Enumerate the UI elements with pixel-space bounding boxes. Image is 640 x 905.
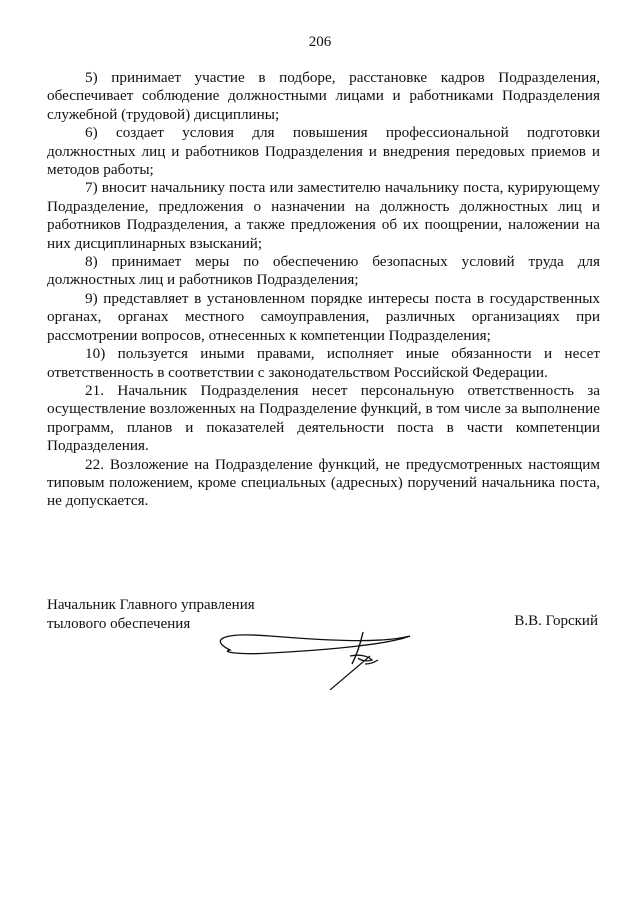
paragraph-item-5: 5) принимает участие в подборе, расстановке кадров Подразделения, обеспечивает соблюдение должностными лицами и работниками Подразделения служебной (трудовой) дисциплины; <box>47 69 600 123</box>
signatory-title-line-2: тылового обеспечения <box>47 616 191 632</box>
paragraph-item-7: 7) вносит начальнику поста или заместителю начальнику поста, курирующему Подразделение, предложения о назначении на должность должностных лиц и работников Подразделения, а также предложения об их поощрении, наложении на них дисциплинарных взысканий; <box>47 179 600 252</box>
signatory-name: В.В. Горский <box>514 613 598 629</box>
paragraph-item-8: 8) принимает меры по обеспечению безопасных условий труда для должностных лиц и работников Подразделения; <box>47 253 600 289</box>
document-body <box>47 69 600 511</box>
page-number: 206 <box>308 34 332 50</box>
paragraph-item-10: 10) пользуется иными правами, исполняет иные обязанности и несет ответственность в соответствии с законодательством Российской Федерации. <box>47 345 600 381</box>
signatory-title-line-1: Начальник Главного управления <box>47 597 255 613</box>
paragraph-clause-21: 21. Начальник Подразделения несет персональную ответственность за осуществление возложенных на Подразделение функций, в том числе за выполнение программ, планов и показателей деятельности поста в части компетенции Подразделения. <box>47 381 600 455</box>
paragraph-item-9: 9) представляет в установленном порядке интересы поста в государственных органах, органах местного самоуправления, различных организациях при рассмотрении вопросов, отнесенных к компетенции Подразделения; <box>47 289 600 344</box>
handwritten-signature <box>200 620 415 690</box>
paragraph-item-6: 6) создает условия для повышения профессиональной подготовки должностных лиц и работников Подразделения и внедрения передовых приемов и методов работы; <box>47 124 600 179</box>
paragraph-clause-22: 22. Возложение на Подразделение функций, не предусмотренных настоящим типовым положением, кроме специальных (адресных) поручений начальника поста, не допускается. <box>47 455 600 510</box>
